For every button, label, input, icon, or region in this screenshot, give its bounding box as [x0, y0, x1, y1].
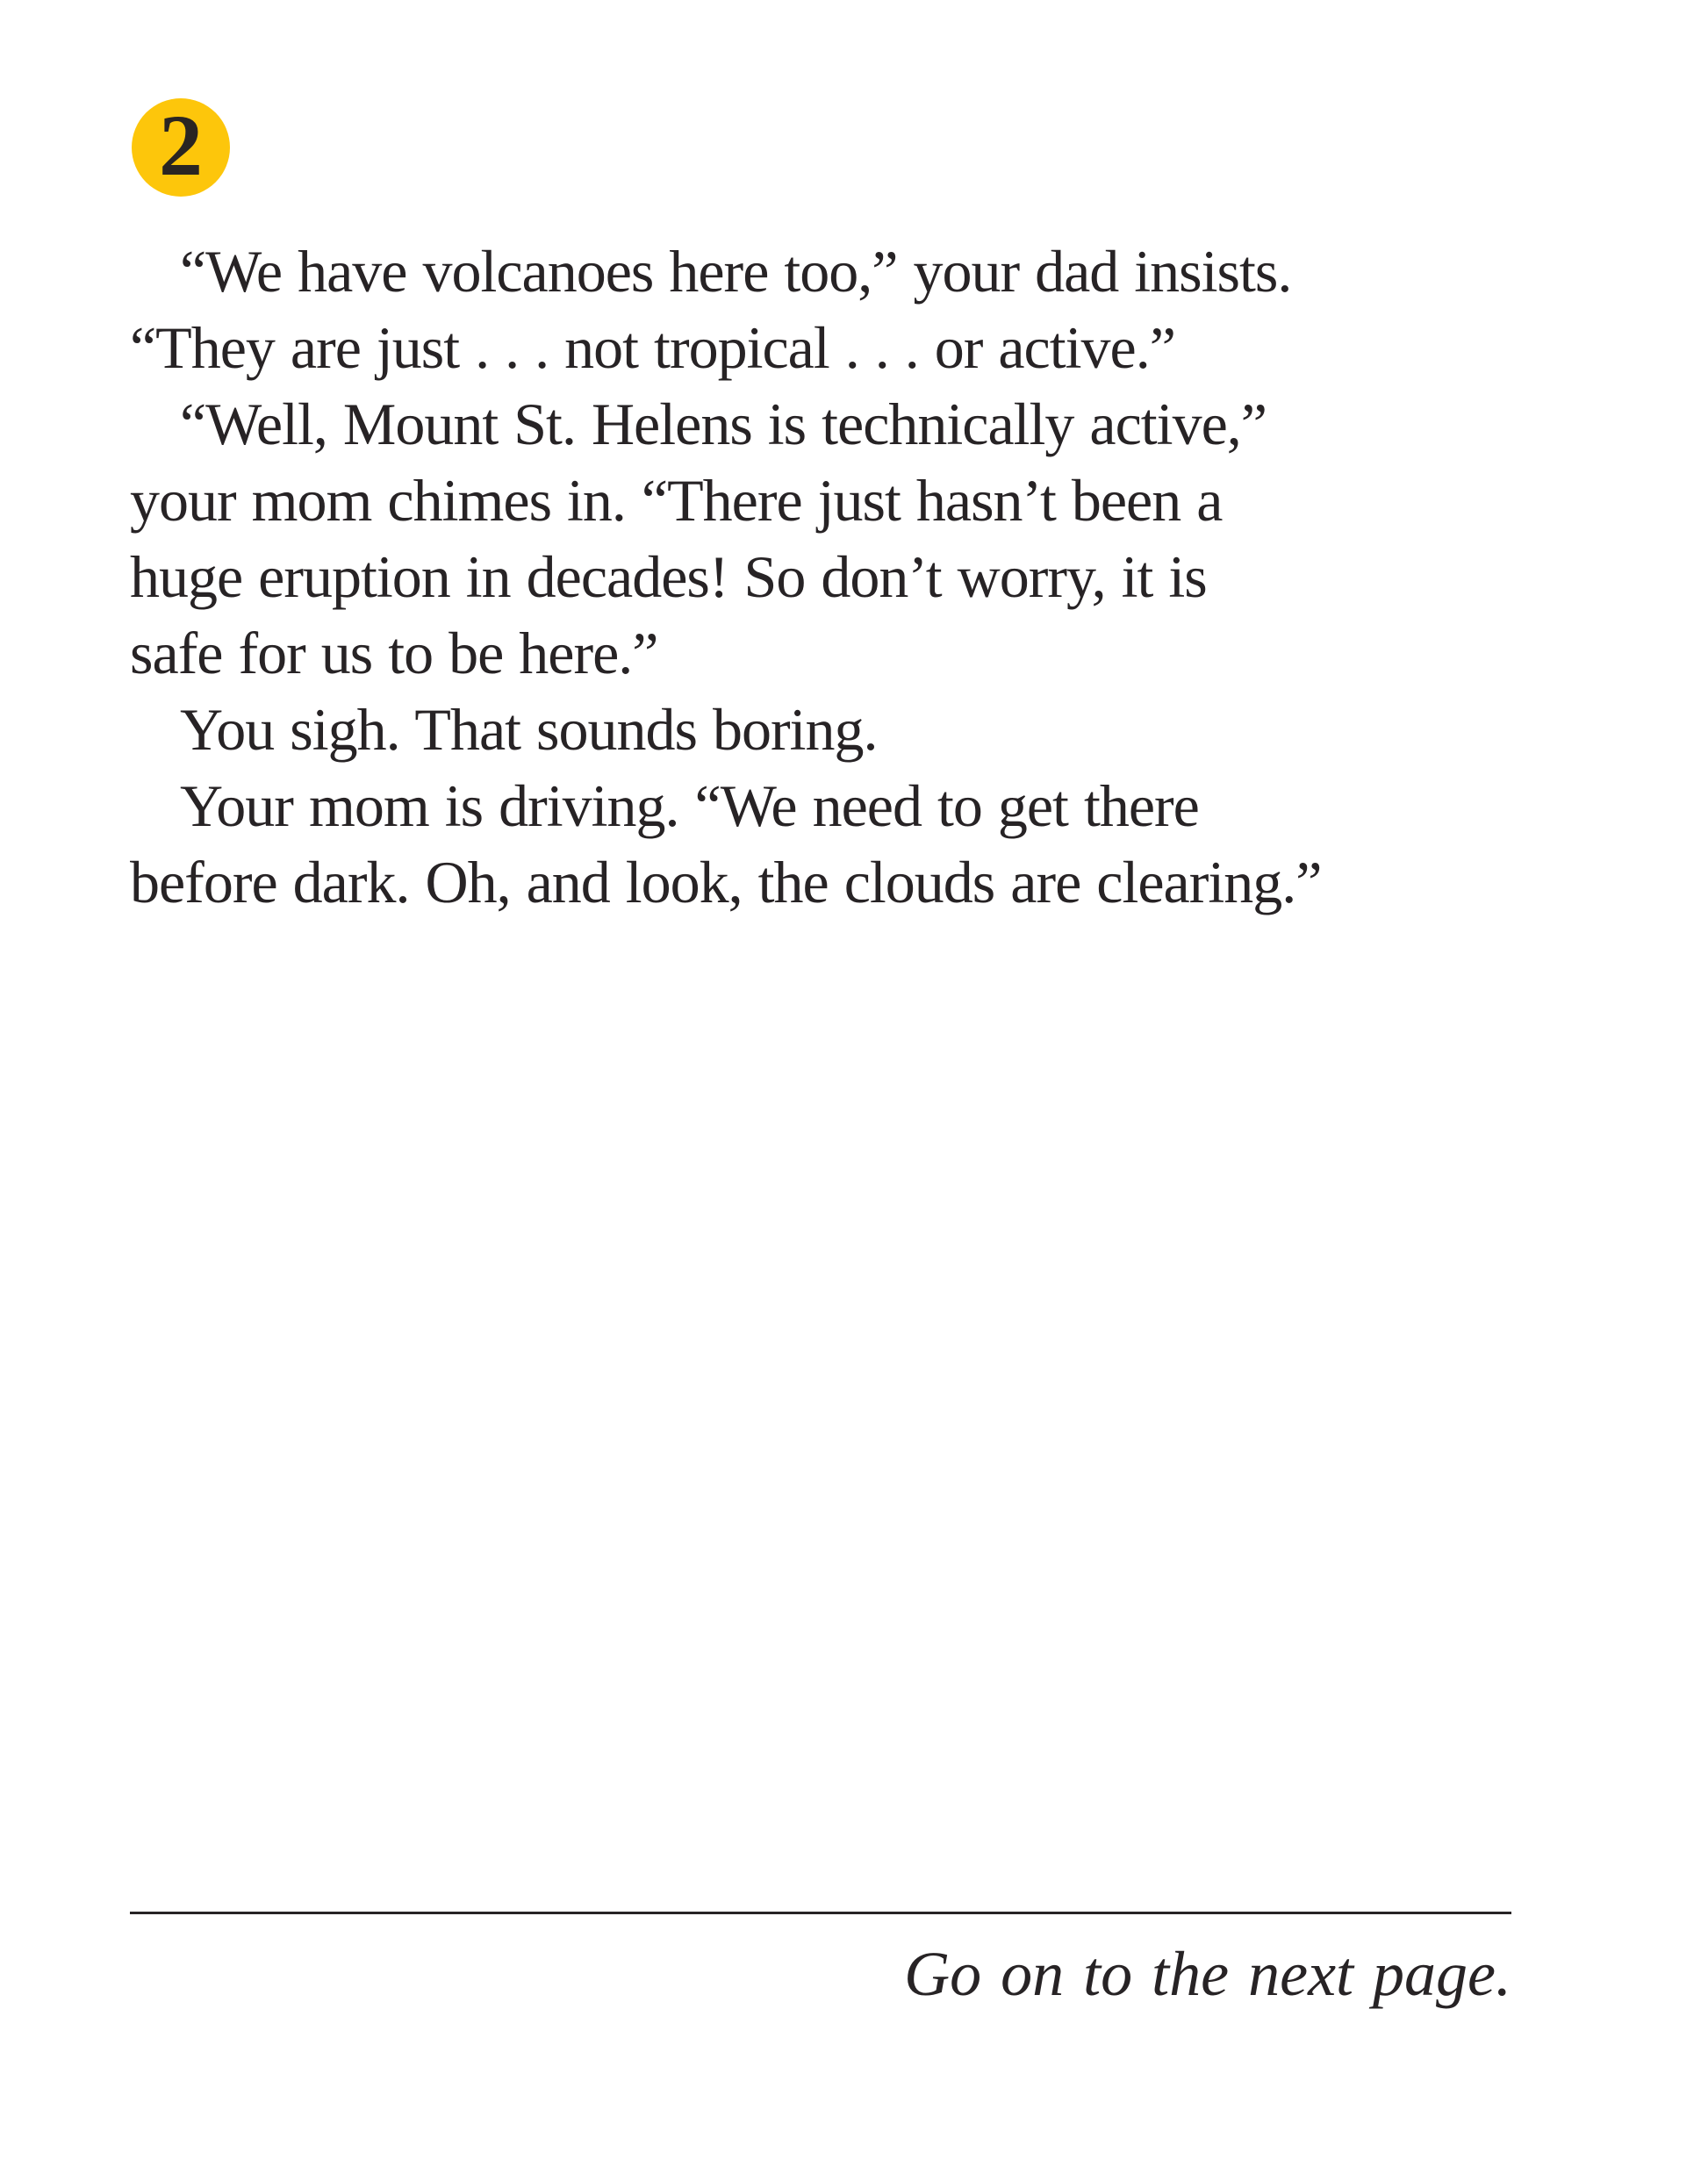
story-line: before dark. Oh, and look, the clouds are clearing.” — [130, 849, 1322, 915]
story-line: your mom chimes in. “There just hasn’t been a — [130, 467, 1223, 534]
story-line: “We have volcanoes here too,” your dad insists. — [180, 238, 1292, 305]
story-line: Your mom is driving. “We need to get there — [180, 772, 1199, 839]
story-line: “Well, Mount St. Helens is technically active,” — [180, 391, 1267, 457]
story-line: safe for us to be here.” — [130, 620, 658, 686]
page-number-badge — [132, 98, 230, 197]
footer-divider — [130, 1912, 1511, 1914]
story-text — [130, 233, 1534, 921]
next-page-instruction: Go on to the next page. — [904, 1939, 1511, 2009]
story-line: huge eruption in decades! So don’t worry, it is — [130, 543, 1207, 610]
story-line: “They are just . . . not tropical . . . or active.” — [130, 314, 1175, 381]
story-line: You sigh. That sounds boring. — [180, 696, 878, 763]
page-number: 2 — [159, 97, 203, 194]
